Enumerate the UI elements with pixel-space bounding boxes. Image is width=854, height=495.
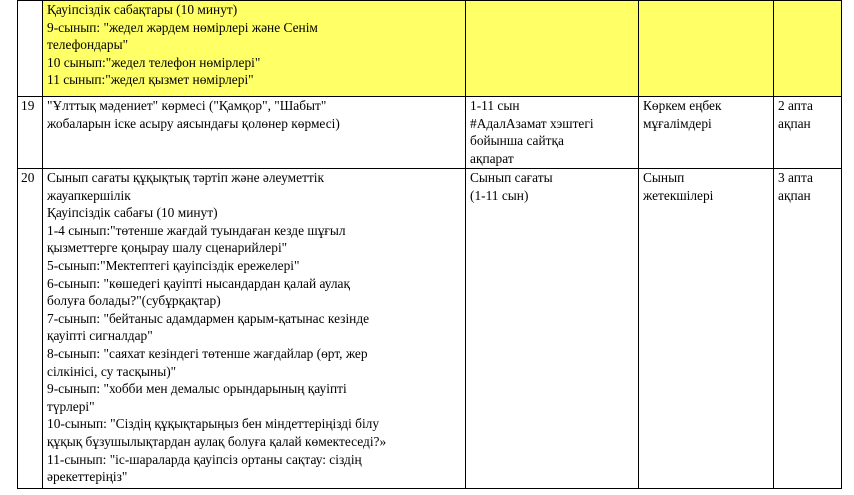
responsible-line: Сынып <box>643 170 685 185</box>
activity-line: 9-сынып: "хобби мен демалыс орындарының қауіпті <box>47 381 347 397</box>
plan-table <box>17 0 842 489</box>
activity-line: қызметтерге қоңырау шалу сценарийлері" <box>47 240 288 256</box>
activity-cell <box>43 169 466 489</box>
activity-line: 5-сынып:"Мектептегі қауіпсіздік ережелері" <box>47 257 300 273</box>
activity-line: телефондары" <box>47 37 129 53</box>
audience-cell <box>466 1 639 97</box>
activity-line: "Ұлттық мәдениет" көрмесі ("Қамқор", "Шабыт" <box>47 98 327 113</box>
activity-line: 7-сынып: "бейтаныс адамдармен қарым-қатынас кезінде <box>47 310 370 326</box>
activity-line: 8-сынып: "саяхат кезіндегі төтенше жағдайлар (өрт, жер <box>47 345 368 361</box>
deadline-cell <box>774 1 842 97</box>
activity-line: сілкінісі, су тасқыны)" <box>47 363 177 379</box>
responsible-line: жетекшілері <box>643 187 714 203</box>
deadline-cell <box>774 97 842 169</box>
responsible-line: мұғалімдері <box>643 115 712 131</box>
activity-line: 11-сынып: "іс-шараларда қауіпсіз ортаны сақтау: сіздің <box>47 451 362 467</box>
table-row <box>18 169 842 489</box>
audience-line: #АдалАзамат хэштегі <box>470 115 594 131</box>
activity-line: 6-сынып: "көшедегі қауіпті нысандардан қалай аулақ <box>47 275 350 291</box>
row-number-cell: 20 <box>18 169 43 489</box>
activity-line: Қауіпсіздік сабағы (10 минут) <box>47 205 218 221</box>
audience-line: Сынып сағаты <box>470 170 553 185</box>
table-row <box>18 1 842 97</box>
activity-line: Қауіпсіздік сабақтары (10 минут) <box>47 2 238 17</box>
activity-line: 10 сынып:"жедел телефон нөмірлері" <box>47 54 261 70</box>
audience-cell <box>466 97 639 169</box>
deadline-line: ақпан <box>778 115 811 131</box>
audience-line: ақпарат <box>470 150 514 166</box>
responsible-cell <box>639 97 774 169</box>
activity-line: 1-4 сынып:"төтенше жағдай туындаған кезде шұғыл <box>47 222 346 238</box>
activity-line: 10-сынып: "Сіздің құқықтарыңыз бен міндеттеріңізді білу <box>47 416 380 432</box>
responsible-cell <box>639 169 774 489</box>
activity-line: болуға болады?"(субұрқақтар) <box>47 293 221 309</box>
deadline-line: 3 апта <box>778 170 813 185</box>
audience-line: 1-11 сын <box>470 98 520 113</box>
activity-line: жобаларын іске асыру аясындағы қолөнер көрмесі) <box>47 115 340 131</box>
audience-line: бойынша сайтқа <box>470 133 564 149</box>
deadline-cell <box>774 169 842 489</box>
activity-cell <box>43 1 466 97</box>
activity-line: әрекеттеріңіз" <box>47 469 128 485</box>
responsible-cell <box>639 1 774 97</box>
table-row <box>18 97 842 169</box>
responsible-line: Көркем еңбек <box>643 98 722 113</box>
activity-cell <box>43 97 466 169</box>
activity-line: 11 сынып:"жедел қызмет нөмірлері" <box>47 72 254 88</box>
audience-cell <box>466 169 639 489</box>
activity-line: Сынып сағаты құқықтық тәртіп және әлеуметтік <box>47 170 325 185</box>
deadline-line: ақпан <box>778 187 811 203</box>
activity-line: 9-сынып: "жедел жәрдем нөмірлері және Сенім <box>47 19 318 35</box>
deadline-line: 2 апта <box>778 98 813 113</box>
activity-line: құқық бұзушылықтардан аулақ болуға қалай көмектеседі?» <box>47 433 387 449</box>
audience-line: (1-11 сын) <box>470 187 529 203</box>
row-number-cell <box>18 1 43 97</box>
activity-line: қауіпті сигналдар" <box>47 328 153 344</box>
activity-line: түрлері" <box>47 398 95 414</box>
row-number-cell: 19 <box>18 97 43 169</box>
activity-line: жауапкершілік <box>47 187 131 203</box>
